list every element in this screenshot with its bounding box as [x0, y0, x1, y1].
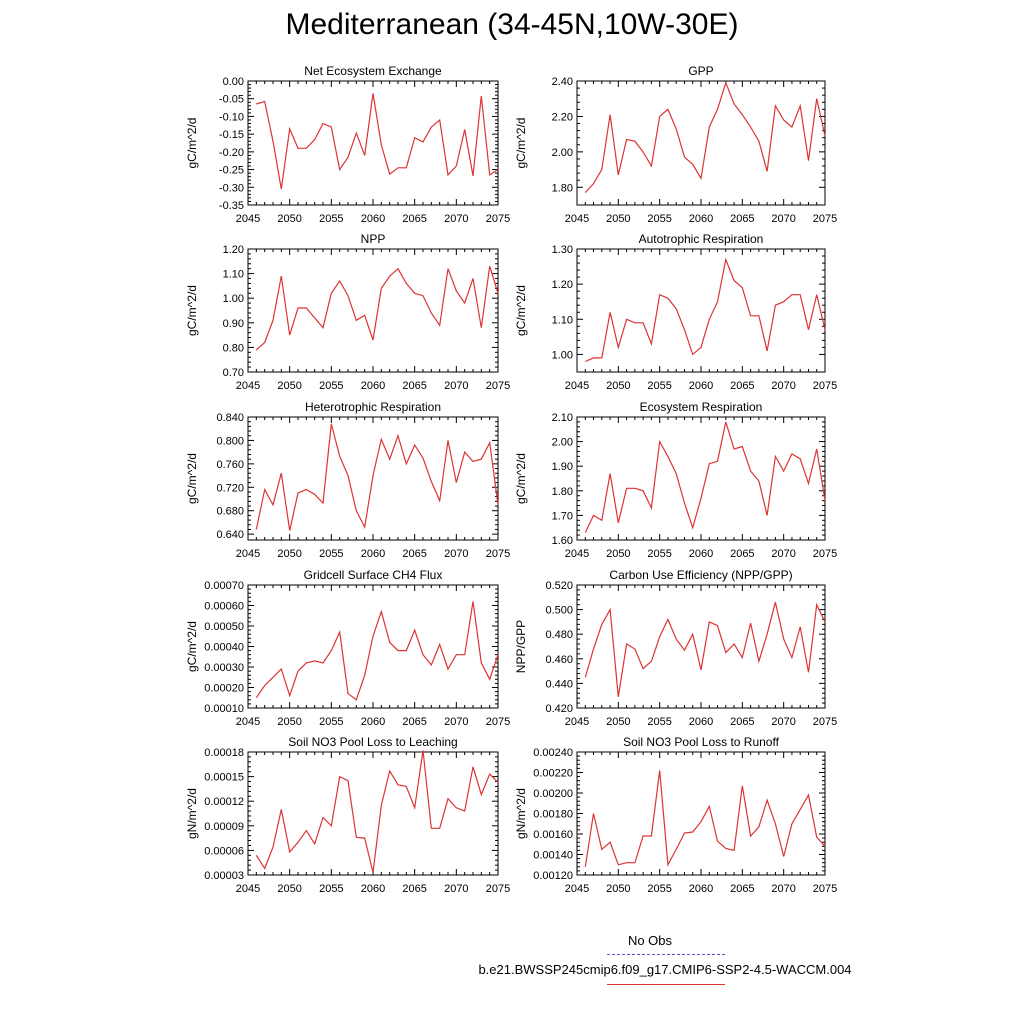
- x-tick-label: 2065: [730, 380, 755, 392]
- series-line: [585, 83, 825, 193]
- y-tick-label: 0.00006: [204, 845, 244, 858]
- x-tick-label: 2050: [277, 716, 302, 728]
- panel-title: Soil NO3 Pool Loss to Leaching: [288, 735, 458, 749]
- x-tick-label: 2065: [730, 883, 755, 895]
- y-tick-label: 0.00120: [533, 870, 573, 882]
- x-tick-label: 2050: [606, 380, 631, 392]
- x-tick-label: 2060: [360, 716, 386, 728]
- x-tick-label: 2060: [688, 380, 714, 392]
- x-tick-label: 2055: [319, 716, 344, 728]
- y-tick-label: 0.720: [216, 482, 244, 495]
- y-tick-label: 1.20: [551, 279, 573, 292]
- y-tick-label: 0.00010: [204, 703, 244, 715]
- plot-frame: [577, 417, 825, 540]
- y-tick-label: 0.420: [545, 703, 573, 715]
- y-tick-label: 0.520: [545, 580, 573, 592]
- panel-title: Autotrophic Respiration: [638, 232, 764, 246]
- x-tick-label: 2045: [235, 380, 261, 392]
- x-tick-label: 2055: [647, 883, 672, 895]
- y-tick-label: 0.00220: [533, 767, 573, 780]
- x-tick-label: 2060: [688, 716, 714, 728]
- x-tick-label: 2055: [647, 213, 672, 225]
- panel-title: Carbon Use Efficiency (NPP/GPP): [609, 568, 793, 582]
- x-tick-label: 2060: [688, 883, 714, 895]
- x-tick-label: 2070: [444, 883, 469, 895]
- y-axis-label: gC/m^2/d: [185, 117, 199, 169]
- y-tick-label: 0.90: [222, 317, 244, 330]
- y-tick-label: 2.20: [551, 111, 573, 124]
- panel-7: [185, 568, 510, 728]
- y-tick-label: -0.15: [218, 129, 244, 142]
- x-tick-label: 2075: [812, 883, 838, 895]
- y-tick-label: -0.30: [218, 182, 244, 195]
- x-tick-label: 2065: [730, 716, 755, 728]
- x-tick-label: 2070: [771, 548, 796, 560]
- y-tick-label: 0.840: [216, 412, 244, 424]
- x-tick-label: 2055: [319, 883, 344, 895]
- x-tick-label: 2050: [606, 548, 631, 560]
- y-tick-label: -0.05: [218, 93, 244, 106]
- x-tick-label: 2055: [647, 548, 672, 560]
- panel-1: [185, 64, 510, 225]
- x-tick-label: 2050: [277, 883, 302, 895]
- y-axis-label: gN/m^2/d: [185, 788, 199, 839]
- panel-3: [185, 232, 510, 392]
- plot-frame: [248, 81, 498, 205]
- y-tick-label: 0.00009: [204, 820, 244, 833]
- x-tick-label: 2070: [771, 883, 796, 895]
- x-tick-label: 2055: [647, 380, 672, 392]
- y-tick-label: 2.10: [551, 412, 573, 424]
- x-tick-label: 2060: [360, 213, 386, 225]
- y-tick-label: 1.10: [222, 268, 244, 281]
- y-tick-label: 0.00040: [204, 641, 244, 654]
- panel-title: Ecosystem Respiration: [639, 400, 763, 414]
- y-tick-label: 0.00020: [204, 682, 244, 695]
- y-tick-label: 1.10: [551, 314, 573, 327]
- y-tick-label: 0.00160: [533, 829, 573, 841]
- y-tick-label: 0.00030: [204, 662, 244, 674]
- series-line: [256, 424, 498, 531]
- x-tick-label: 2070: [444, 548, 469, 560]
- y-tick-label: 0.00003: [204, 870, 244, 882]
- x-tick-label: 2050: [277, 213, 302, 225]
- x-tick-label: 2045: [235, 213, 261, 225]
- y-tick-label: 0.500: [545, 604, 573, 617]
- x-tick-label: 2050: [606, 213, 631, 225]
- legend-obs-label: No Obs: [627, 933, 673, 948]
- y-tick-label: -0.10: [218, 111, 244, 124]
- x-tick-label: 2065: [402, 716, 427, 728]
- x-tick-label: 2070: [771, 716, 796, 728]
- x-tick-label: 2065: [730, 213, 755, 225]
- x-tick-label: 2075: [485, 380, 511, 392]
- y-tick-label: 0.00140: [533, 849, 573, 862]
- panel-title: GPP: [688, 64, 714, 78]
- series-line: [585, 422, 825, 533]
- y-tick-label: -0.20: [218, 146, 244, 159]
- y-axis-label: gN/m^2/d: [514, 788, 528, 839]
- y-axis-label: gC/m^2/d: [514, 453, 528, 504]
- x-tick-label: 2050: [277, 548, 302, 560]
- y-tick-label: 2.00: [551, 436, 573, 449]
- y-axis-label: NPP/GPP: [514, 619, 528, 674]
- y-tick-label: 0.00015: [204, 771, 244, 784]
- x-tick-label: 2060: [360, 883, 386, 895]
- x-tick-label: 2075: [485, 548, 511, 560]
- plot-frame: [248, 585, 498, 708]
- y-tick-label: 0.800: [216, 435, 244, 448]
- y-tick-label: 0.640: [216, 529, 244, 542]
- y-tick-label: 0.00240: [533, 747, 573, 759]
- y-tick-label: -0.35: [218, 200, 244, 212]
- x-tick-label: 2070: [444, 716, 469, 728]
- x-tick-label: 2070: [771, 380, 796, 392]
- y-tick-label: 1.00: [551, 349, 573, 362]
- x-tick-label: 2065: [402, 548, 427, 560]
- panel-title: NPP: [360, 232, 386, 246]
- y-tick-label: 2.00: [551, 146, 573, 159]
- y-tick-label: 0.760: [216, 458, 244, 471]
- y-tick-label: 0.00012: [204, 796, 244, 809]
- x-tick-label: 2060: [688, 213, 714, 225]
- x-tick-label: 2045: [564, 380, 590, 392]
- x-tick-label: 2050: [606, 716, 631, 728]
- panel-10: [514, 735, 837, 895]
- y-tick-label: 0.460: [545, 653, 573, 666]
- x-tick-label: 2055: [319, 213, 344, 225]
- y-tick-label: 1.80: [551, 485, 573, 498]
- y-tick-label: -0.25: [218, 164, 244, 177]
- x-tick-label: 2070: [444, 380, 469, 392]
- x-tick-label: 2055: [319, 548, 344, 560]
- plot-frame: [577, 249, 825, 372]
- series-line: [585, 602, 825, 697]
- series-line: [256, 266, 498, 350]
- plot-frame: [577, 752, 825, 875]
- legend-case-line: [607, 984, 725, 985]
- series-line: [256, 750, 498, 872]
- x-tick-label: 2045: [564, 883, 590, 895]
- x-tick-label: 2065: [402, 213, 427, 225]
- x-tick-label: 2045: [564, 716, 590, 728]
- y-tick-label: 0.00180: [533, 808, 573, 821]
- panel-title: Net Ecosystem Exchange: [304, 64, 442, 78]
- series-line: [585, 260, 825, 362]
- panel-title: Heterotrophic Respiration: [304, 400, 442, 414]
- panel-8: [514, 568, 837, 728]
- y-tick-label: 1.80: [551, 182, 573, 195]
- y-tick-label: 0.00: [222, 76, 244, 88]
- y-axis-label: gC/m^2/d: [185, 621, 199, 672]
- x-tick-label: 2045: [235, 716, 261, 728]
- plot-frame: [248, 249, 498, 372]
- legend-case-label: b.e21.BWSSP245cmip6.f09_g17.CMIP6-SSP2-4.5-WACCM.004: [478, 962, 852, 977]
- panel-2: [514, 64, 837, 225]
- y-tick-label: 0.440: [545, 678, 573, 691]
- x-tick-label: 2075: [485, 716, 511, 728]
- x-tick-label: 2075: [485, 213, 511, 225]
- x-tick-label: 2065: [402, 883, 427, 895]
- x-tick-label: 2070: [444, 213, 469, 225]
- series-line: [256, 93, 498, 189]
- x-tick-label: 2075: [812, 716, 838, 728]
- y-tick-label: 0.00018: [204, 747, 244, 759]
- y-tick-label: 1.60: [551, 535, 573, 547]
- y-tick-label: 0.480: [545, 629, 573, 642]
- y-tick-label: 0.00200: [533, 788, 573, 800]
- y-axis-label: gC/m^2/d: [185, 453, 199, 504]
- y-tick-label: 0.680: [216, 505, 244, 518]
- y-tick-label: 1.00: [222, 293, 244, 306]
- y-tick-label: 1.70: [551, 510, 573, 523]
- x-tick-label: 2065: [402, 380, 427, 392]
- series-line: [256, 601, 498, 699]
- plot-frame: [248, 752, 498, 875]
- y-axis-label: gC/m^2/d: [514, 117, 528, 169]
- y-tick-label: 0.00050: [204, 621, 244, 633]
- panel-4: [514, 232, 837, 392]
- y-tick-label: 1.90: [551, 461, 573, 474]
- x-tick-label: 2050: [277, 380, 302, 392]
- panel-6: [514, 400, 837, 560]
- x-tick-label: 2055: [319, 380, 344, 392]
- plot-frame: [577, 585, 825, 708]
- x-tick-label: 2050: [606, 883, 631, 895]
- y-tick-label: 1.30: [551, 244, 573, 256]
- x-tick-label: 2075: [812, 548, 838, 560]
- y-axis-label: gC/m^2/d: [185, 285, 199, 336]
- x-tick-label: 2045: [564, 548, 590, 560]
- y-tick-label: 0.00060: [204, 600, 244, 613]
- x-tick-label: 2075: [812, 213, 838, 225]
- x-tick-label: 2075: [485, 883, 511, 895]
- x-tick-label: 2045: [235, 548, 261, 560]
- x-tick-label: 2060: [360, 380, 386, 392]
- x-tick-label: 2055: [647, 716, 672, 728]
- y-tick-label: 0.00070: [204, 580, 244, 592]
- main-title: Mediterranean (34-45N,10W-30E): [285, 8, 739, 41]
- y-tick-label: 2.40: [551, 76, 573, 88]
- x-tick-label: 2070: [771, 213, 796, 225]
- y-tick-label: 1.20: [222, 244, 244, 256]
- panel-5: [185, 400, 510, 560]
- panel-title: Gridcell Surface CH4 Flux: [303, 568, 443, 582]
- panel-title: Soil NO3 Pool Loss to Runoff: [623, 735, 779, 749]
- y-tick-label: 0.80: [222, 342, 244, 355]
- y-tick-label: 0.70: [222, 367, 244, 379]
- x-tick-label: 2060: [360, 548, 386, 560]
- x-tick-label: 2075: [812, 380, 838, 392]
- panel-9: [185, 735, 510, 895]
- x-tick-label: 2065: [730, 548, 755, 560]
- y-axis-label: gC/m^2/d: [514, 285, 528, 336]
- legend-obs-line: [607, 954, 725, 955]
- series-line: [585, 770, 825, 866]
- x-tick-label: 2045: [564, 213, 590, 225]
- x-tick-label: 2060: [688, 548, 714, 560]
- x-tick-label: 2045: [235, 883, 261, 895]
